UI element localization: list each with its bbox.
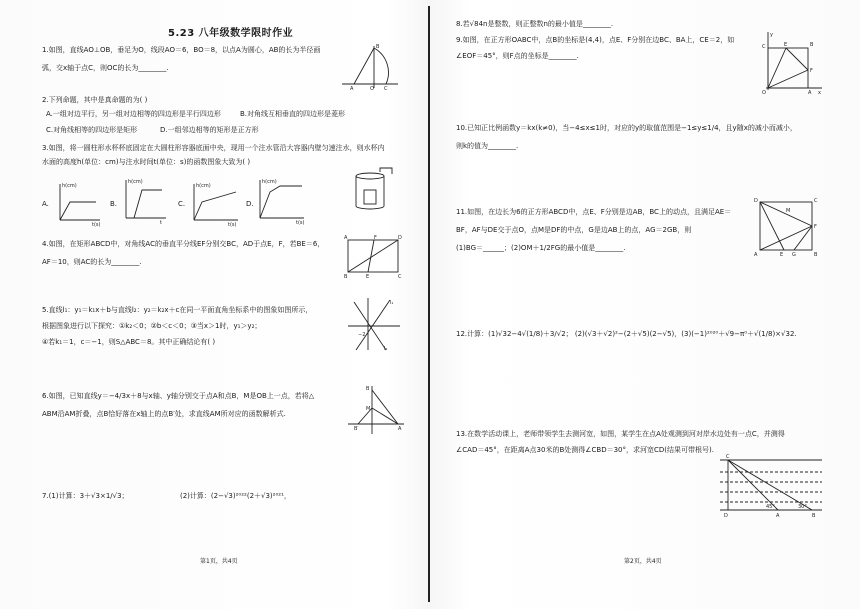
svg-text:C: C [814,198,818,204]
q7-part1: 7.(1)计算：3＋√3×1/√3； [42,492,129,500]
q11-line3: (1)BG＝______；(2)OM＋1/2FG的最小值是________. [456,244,626,252]
svg-text:A: A [776,513,780,519]
svg-text:A: A [398,426,402,432]
q5-line1: 5.直线l₁：y₁＝k₁x＋b与直线l₂：y₂＝k₂x＋c在同一平面直角坐标系中的图象如图所示， [42,306,313,314]
q3-option-a-label: A. [42,200,49,208]
q3-graph-c [190,182,240,226]
svg-text:E: E [366,274,370,280]
q1-figure [340,42,400,90]
svg-text:h(cm): h(cm) [128,179,143,185]
svg-text:h(cm): h(cm) [262,179,277,185]
svg-text:45°: 45° [766,504,775,510]
svg-text:E: E [784,42,788,48]
svg-text:t(s): t(s) [228,222,237,228]
svg-text:M: M [786,208,791,214]
q4-line2: AF＝10，则AC的长为________. [42,258,142,266]
q6-line2: ABM沿AM折叠，点B恰好落在x轴上的点B′处，求直线AM所对应的函数解析式. [42,410,286,418]
q13-line1: 13.在数学活动课上，老师带领学生去测河宽，如图，某学生在点A处观测到河对岸水边处有一点C，并测得 [456,430,785,438]
svg-text:C: C [726,454,730,460]
svg-text:t(s): t(s) [92,222,101,228]
svg-text:l₂: l₂ [384,346,388,352]
svg-text:A: A [344,235,348,241]
svg-text:−2: −2 [358,332,366,338]
svg-text:B: B [812,513,816,519]
svg-text:l₁: l₁ [390,300,394,306]
q7-part2: (2)计算：(2−√3)²⁰²²(2＋√3)²⁰²¹， [180,492,291,500]
svg-text:h(cm): h(cm) [62,183,77,189]
q2-option-a: A.一组对边平行，另一组对边相等的四边形是平行四边形 [46,110,221,118]
svg-text:B: B [366,386,370,392]
q10-line1: 10.已知正比例函数y＝kx(k≠0)，当−4≤x≤1时，对应的y的取值范围是−1≤y≤1/4，且y随x的减小而减小， [456,124,797,132]
q4-line1: 4.如图，在矩形ABCD中，对角线AC的垂直平分线EF分别交BC，AD于点E，F，若BE＝6， [42,240,325,248]
q2-option-c: C.对角线相等的四边形是矩形 [46,126,138,134]
svg-text:O: O [762,90,766,96]
q9-line2: ∠EOF＝45°，则F点的坐标是________. [456,52,579,60]
svg-text:A: A [350,86,354,92]
q3-graph-a [56,182,102,226]
svg-text:y: y [770,32,773,38]
svg-text:B: B [814,252,818,258]
svg-text:D: D [754,198,758,204]
q8-text: 8.若√84n是整数，则正整数n的最小值是________. [456,20,614,28]
svg-text:30°: 30° [798,504,807,510]
svg-text:O: O [370,86,374,92]
svg-text:t: t [160,220,162,226]
q2-option-d: D.一组邻边相等的矩形是正方形 [160,126,259,134]
svg-text:A: A [808,90,812,96]
svg-text:D: D [724,513,728,519]
svg-text:B: B [376,44,380,50]
q4-figure [344,234,402,278]
svg-text:G: G [792,252,796,258]
q3-line2: 水面的高度h(单位：cm)与注水时间t(单位：s)的函数图象大致为( ) [42,158,251,166]
q12-text: 12.计算：(1)√32−4√(1/8)＋3/√2； (2)(√3＋√2)²−(2＋√5)(2−√5)，(3)(−1)²⁰²⁰＋√9−π⁰＋√(1/8)×√32. [456,330,797,338]
q1-line1: 1.如图，直线AO⊥OB，垂足为O，线段AO＝6，BO＝8，以点A为圆心，AB的长为半径画 [42,46,321,54]
svg-text:A: A [754,252,758,258]
q3-option-d-label: D. [246,200,254,208]
q5-figure [346,296,402,352]
q10-line2: 则k的值为________. [456,142,519,150]
svg-text:B: B [344,274,348,280]
q3-graph-b [122,178,168,224]
svg-text:C: C [398,274,402,280]
q13-river-figure [716,452,826,518]
page-title: 5.23 八年级数学限时作业 [168,28,294,39]
svg-text:C: C [384,86,388,92]
q3-option-b-label: B. [110,200,118,208]
q2-stem: 2.下列命题，其中是真命题的为( ) [42,96,148,104]
svg-text:h(cm): h(cm) [196,183,211,189]
q3-container-figure [350,166,394,212]
q5-line3: ④若k₁＝1，c＝−1，则S△ABC＝8。其中正确结论有( ) [42,338,216,346]
svg-text:F: F [374,235,377,241]
q6-line1: 6.如图，已知直线y＝−4/3x＋8与x轴、y轴分别交于点A和点B，M是OB上一点，若将△ [42,392,315,400]
q9-figure [760,30,824,94]
page-divider [428,6,430,602]
right-page-footer: 第2页，共4页 [624,558,662,565]
q11-figure [754,196,820,256]
q11-line1: 11.如图，在边长为6的正方形ABCD中，点E、F分别是边AB，BC上的动点，且满足AE＝ [456,208,732,216]
svg-text:t(s): t(s) [296,220,305,226]
q9-line1: 9.如图，在正方形OABC中，点B的坐标是(4,4)，点E、F分别在边BC、BA上，CE＝2，如 [456,36,735,44]
q11-line2: BF，AF与DE交于点O，点M是DF的中点，G是边AB上的点，AG＝2GB，则 [456,226,692,234]
q13-line2: ∠CAD＝45°，在距离A点30米的B处测得∠CBD＝30°，求河宽CD(结果可带根号). [456,446,714,454]
q2-option-b: B.对角线互相垂直的四边形是菱形 [240,110,346,118]
svg-text:x: x [818,90,821,96]
q5-line2: 根据图象进行以下探究：①k₂＜0；②b＜c＜0；③当x＞1时，y₁＞y₂； [42,322,262,330]
q3-graph-d [256,178,306,224]
svg-text:B′: B′ [354,426,359,432]
svg-text:F: F [810,68,813,74]
svg-text:F: F [814,224,817,230]
svg-text:B: B [810,42,814,48]
q3-line1: 3.如图，将一圆柱形水杯杯底固定在大圆柱形容器底面中央，现用一个注水管沿大容器内壁匀速注水，则水杯内 [42,144,385,152]
left-page-footer: 第1页，共4页 [200,558,238,565]
svg-text:M: M [366,406,371,412]
svg-text:D: D [398,235,402,241]
svg-text:C: C [762,44,766,50]
q1-line2: 弧，交x轴于点C，则OC的长为________. [42,64,169,72]
q3-option-c-label: C. [178,200,186,208]
svg-text:E: E [780,252,784,258]
q6-figure [346,384,406,436]
